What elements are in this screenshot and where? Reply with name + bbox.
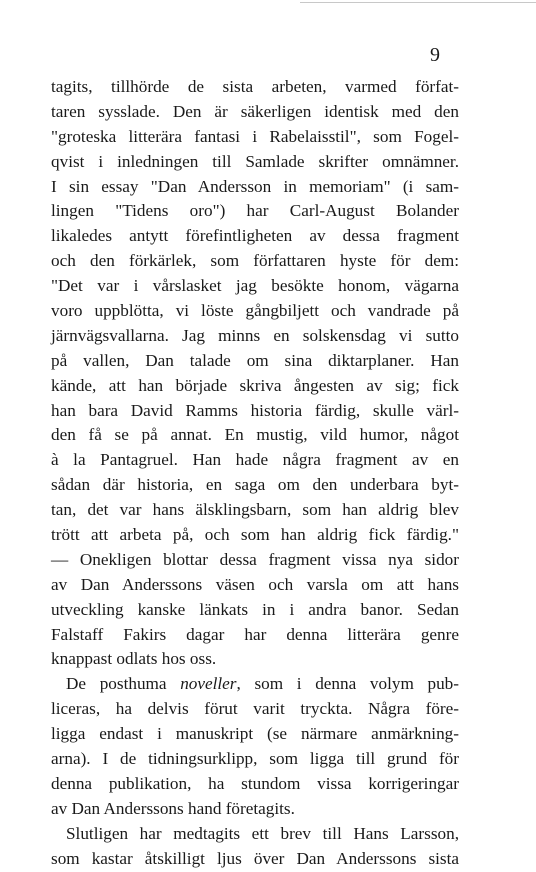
text-line: järnvägsvallarna. Jag minns en solskensdag vi sutto — [51, 325, 459, 345]
text-line: — Onekligen blottar dessa fragment vissa nya sidor — [51, 549, 459, 569]
text-line: denna publikation, ha stundom vissa korrigeringar — [51, 773, 459, 793]
text-line: voro uppblötta, vi löste gångbiljett och vandrade på — [51, 301, 459, 321]
text-line: av Dan Anderssons väsen och varsla om att hans — [51, 574, 459, 594]
text-line: kände, att han började skriva ångesten av sig; fick — [51, 375, 459, 395]
text-line: lingen "Tidens oro") har Carl-August Bolander — [51, 201, 459, 221]
text-line: qvist i inledningen till Samlade skrifter omnämner. — [51, 151, 459, 171]
text-line: Slutligen har medtagits ett brev till Hans Larsson, — [66, 823, 459, 843]
text-line: Falstaff Fakirs dagar har denna litterära genre — [51, 624, 459, 644]
text-line: på vallen, Dan talade om sina diktarplaner. Han — [51, 350, 459, 370]
text-line: tan, det var hans älsklingsbarn, som han aldrig blev — [51, 500, 459, 520]
body-text — [51, 75, 459, 872]
text-line: liceras, ha delvis förut varit tryckta. Några före- — [51, 699, 459, 719]
text-line: han bara David Ramms historia färdig, skulle värl- — [51, 400, 459, 420]
text-line: De posthuma noveller, som i denna volym pub- — [66, 674, 459, 694]
text-line: à la Pantagruel. Han hade några fragment av en — [51, 450, 459, 470]
text-line: taren sysslade. Den är säkerligen identisk med den — [51, 101, 459, 121]
italic-word: noveller — [180, 674, 237, 694]
text-line: sådan där historia, en saga om den underbara byt- — [51, 475, 459, 495]
page-number: 9 — [430, 44, 440, 66]
text-line: och den förkärlek, som författaren hyste för dem: — [51, 251, 459, 271]
text-line: trött att arbeta på, och som han aldrig fick färdig." — [51, 525, 459, 545]
text-line: arna). I de tidningsurklipp, som ligga till grund för — [51, 749, 459, 769]
text-line: "groteska litterära fantasi i Rabelaisstil", som Fogel- — [51, 126, 459, 146]
top-edge-rule — [300, 2, 536, 3]
text-line: I sin essay "Dan Andersson in memoriam" (i sam- — [51, 176, 459, 196]
text-line: av Dan Anderssons hand företagits. — [51, 798, 295, 818]
text-line: tagits, tillhörde de sista arbeten, varmed förfat- — [51, 77, 459, 96]
text-line: ligga endast i manuskript (se närmare anmärkning- — [51, 724, 459, 744]
text-line: utveckling kanske länkats in i andra banor. Sedan — [51, 599, 459, 619]
text-line: knappast odlats hos oss. — [51, 649, 217, 669]
text-line: som kastar åtskilligt ljus över Dan Anderssons sista — [51, 848, 459, 868]
text-line: "Det var i vårslasket jag besökte honom, vägarna — [51, 276, 459, 296]
text-line: likaledes antytt förefintligheten av dessa fragment — [51, 226, 459, 246]
text-line: den få se på annat. En mustig, vild humor, något — [51, 425, 459, 445]
